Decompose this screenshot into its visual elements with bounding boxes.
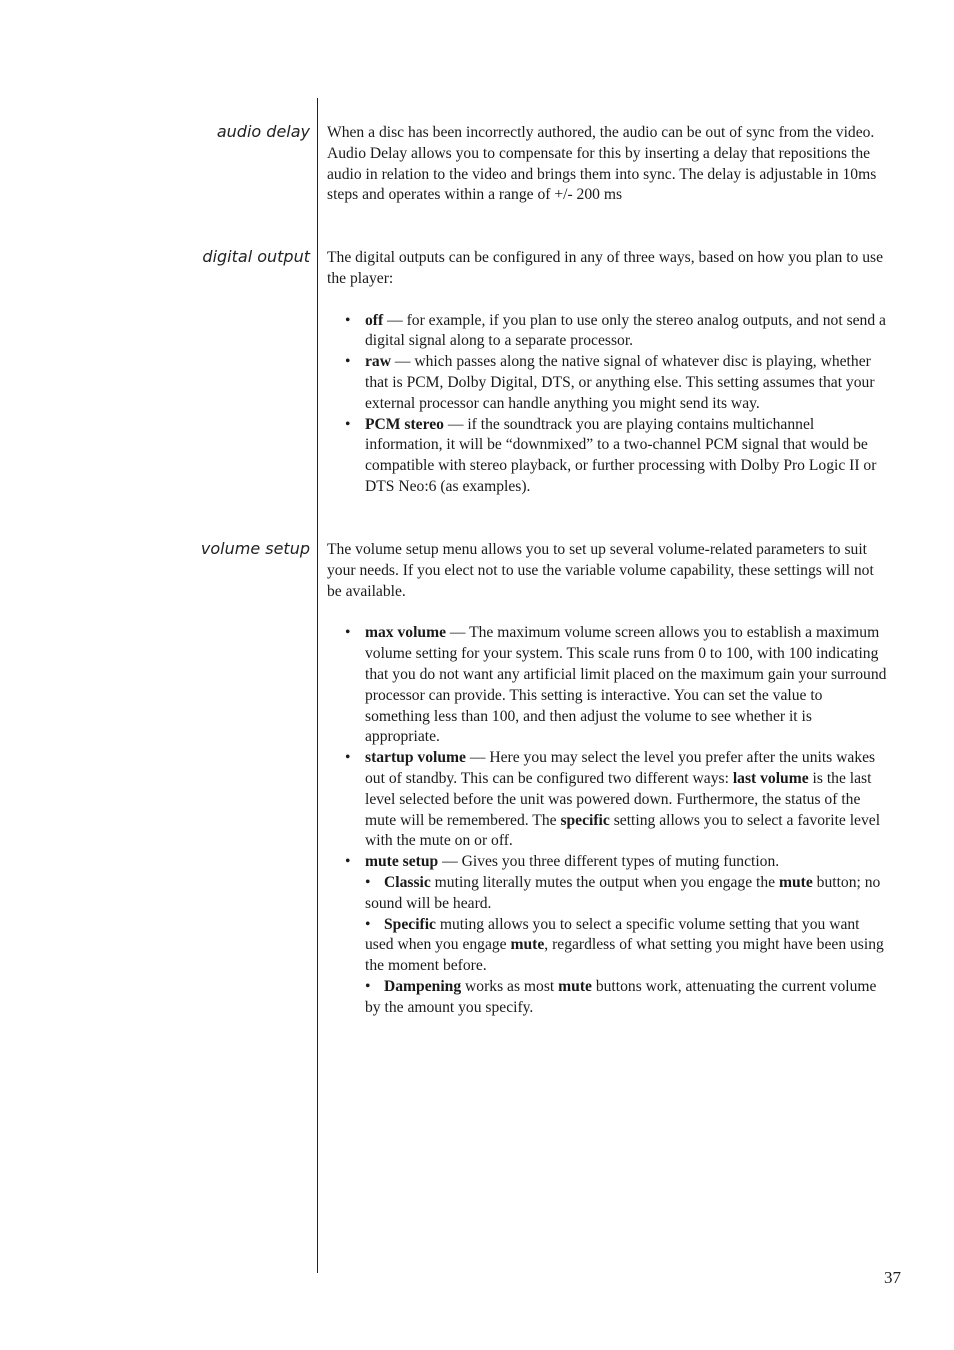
audio-delay-body: When a disc has been incorrectly authored, the audio can be out of sync from the video. Audio Delay allows you to compensate for this by inserting a delay that repositions the audio in relation to the video and brings them into sync. The delay is adjustable in 10ms steps and operates within a range of +/- 200 ms bbox=[327, 124, 877, 204]
option-description: — The maximum volume screen allows you to establish a maximum volume setting for your system. This scale runs from 0 to 100, with 100 indicating that you do not want any artificial limit placed on the maximum gain your surround processor can provide. This setting is interactive. You can set the value to something less than 100, and then adjust the volume to see whether it is appropriate. bbox=[365, 624, 887, 746]
option-description: — if the soundtrack you are playing contains multichannel information, it will be “downmixed” to a two-channel PCM signal that would be compatible with stereo playback, or further processing with Dolby Pro Logic II or DTS Neo:6 (as examples). bbox=[365, 415, 877, 495]
digital-output-list bbox=[327, 311, 887, 498]
option-description: — which passes along the native signal of whatever disc is playing, whether that is PCM, Dolby Digital, DTS, or anything else. This setting assumes that your external processor can handle anything you might send its way. bbox=[365, 353, 875, 412]
option-description: — Here you may select the level you prefer after the units wakes out of standby. This can be configured two different ways: bbox=[365, 749, 876, 787]
option-term: mute bbox=[510, 936, 545, 954]
option-description: setting allows you to select a favorite level with the mute on or off. bbox=[365, 811, 881, 850]
option-term: mute bbox=[778, 873, 813, 891]
option-description: — Gives you three different types of muting function. bbox=[438, 853, 780, 871]
option-term: Classic bbox=[384, 873, 431, 891]
bullet-icon: • bbox=[365, 977, 371, 995]
option-description: muting literally mutes the output when you engage the bbox=[430, 873, 779, 891]
list-item bbox=[327, 852, 887, 1018]
sub-list-item-specific bbox=[365, 915, 887, 977]
digital-output-intro: The digital outputs can be configured in any of three ways, based on how you plan to use the player: bbox=[327, 249, 884, 287]
volume-setup-list bbox=[327, 623, 887, 1018]
option-term: startup volume bbox=[365, 749, 466, 767]
volume-setup-section bbox=[327, 540, 887, 1019]
digital-output-section bbox=[327, 248, 887, 498]
list-item bbox=[327, 623, 887, 748]
option-term: last volume bbox=[732, 769, 809, 787]
list-item bbox=[327, 748, 887, 852]
option-description: muting allows you to select a specific volume setting that you want used when you engage bbox=[365, 915, 860, 954]
option-term: specific bbox=[560, 811, 610, 829]
option-term: mute bbox=[558, 977, 592, 995]
option-description: is the last level selected before the unit was powered down. Furthermore, the status of the mute will be remembered. The bbox=[365, 769, 872, 829]
sub-list-item-dampening bbox=[365, 977, 887, 1019]
option-term: Dampening bbox=[384, 977, 462, 995]
option-term: mute setup bbox=[365, 853, 439, 871]
option-term: off bbox=[365, 311, 384, 329]
option-description: works as most bbox=[461, 977, 559, 995]
margin-divider-line bbox=[317, 98, 318, 1273]
list-item bbox=[327, 311, 887, 353]
option-description: — for example, if you plan to use only the stereo analog outputs, and not send a digital signal along to a separate processor. bbox=[365, 311, 886, 350]
bullet-icon: • bbox=[365, 873, 371, 891]
option-term: Specific bbox=[384, 915, 436, 933]
option-term: raw bbox=[365, 353, 391, 371]
digital-output-heading: digital output bbox=[202, 247, 310, 266]
option-term: PCM stereo bbox=[365, 415, 444, 433]
list-item bbox=[327, 415, 887, 498]
option-description: , regardless of what setting you might have been using the moment before. bbox=[365, 936, 884, 975]
volume-setup-heading: volume setup bbox=[200, 539, 310, 558]
option-description: button; no sound will be heard. bbox=[365, 873, 881, 912]
page-number: 37 bbox=[884, 1268, 901, 1287]
audio-delay-heading: audio delay bbox=[216, 122, 310, 141]
bullet-icon: • bbox=[365, 915, 371, 933]
option-term: max volume bbox=[365, 624, 446, 642]
option-description: buttons work, attenuating the current volume by the amount you specify. bbox=[365, 977, 877, 1016]
volume-setup-intro: The volume setup menu allows you to set up several volume-related parameters to suit your needs. If you elect not to use the variable volume capability, these settings will not be available. bbox=[327, 541, 874, 600]
list-item bbox=[327, 352, 887, 414]
sub-list-item-classic bbox=[365, 873, 887, 915]
audio-delay-section bbox=[327, 123, 887, 206]
